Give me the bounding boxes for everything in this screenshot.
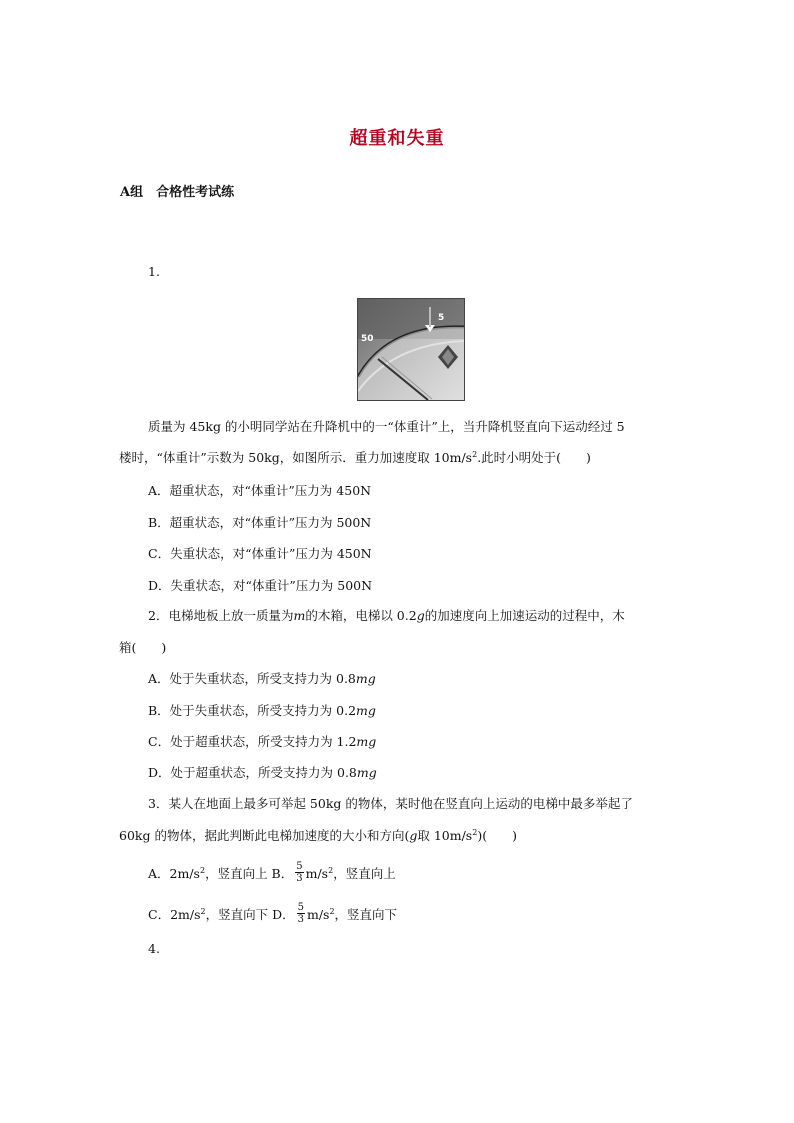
q3-options-cd: C．$2m/s^2$，竖直向下 D． $\frac{5}{3}$ $m/s^2$，竖直向下 (148, 902, 398, 925)
q2-option-c: C．处于超重状态，所受支持力为 1.2mg (148, 734, 377, 749)
q3-stem-line-1: 3．某人在地面上最多可举起 50kg 的物体，某时他在竖直向上运动的电梯中最多举起了 (148, 796, 633, 811)
section-heading: A组 合格性考试练 (120, 185, 235, 200)
q1-option-b: B．超重状态，对“体重计”压力为 500N (148, 515, 372, 530)
question-4-number: 4. (148, 941, 160, 956)
scale-reading-figure (357, 298, 465, 401)
q2-option-d: D．处于超重状态，所受支持力为 0.8mg (148, 765, 377, 780)
q1-option-c: C．失重状态，对“体重计”压力为 450N (148, 546, 372, 561)
page-title: 超重和失重 (349, 128, 445, 149)
fraction-five-thirds: $\frac{5}{3}$ (296, 861, 303, 884)
q2-option-a: A．处于失重状态，所受支持力为 0.8mg (148, 671, 376, 686)
question-1-number: 1. (148, 264, 160, 279)
q2-stem-line-1: 2．电梯地板上放一质量为m的木箱，电梯以 0.2g的加速度向上加速运动的过程中，木 (148, 608, 625, 623)
q2-option-b: B．处于失重状态，所受支持力为 0.2mg (148, 703, 376, 718)
q3-stem-line-2: 60kg 的物体，据此判断此电梯加速度的大小和方向(g取 $10m/s^2$)( ) (119, 828, 517, 843)
q1-option-a: A．超重状态，对“体重计”压力为 450N (148, 483, 372, 498)
fraction-five-thirds: $\frac{5}{3}$ (297, 902, 304, 925)
q1-stem-line-2: 楼时，“体重计”示数为 50kg，如图所示．重力加速度取 $10m/s^2$.此时小明处于( ) (119, 450, 591, 465)
q1-option-d: D．失重状态，对“体重计”压力为 500N (148, 578, 373, 593)
q3-options-ab: A．$2m/s^2$，竖直向上 B． $\frac{5}{3}$ $m/s^2$，竖直向上 (148, 861, 396, 884)
figure-label-50: 50 (361, 334, 374, 344)
figure-label-5: 5 (438, 313, 445, 323)
q1-stem-line-1: 质量为 45kg 的小明同学站在升降机中的一“体重计”上，当升降机竖直向下运动经过 5 (148, 419, 625, 434)
q2-stem-line-2: 箱( ) (119, 640, 167, 655)
